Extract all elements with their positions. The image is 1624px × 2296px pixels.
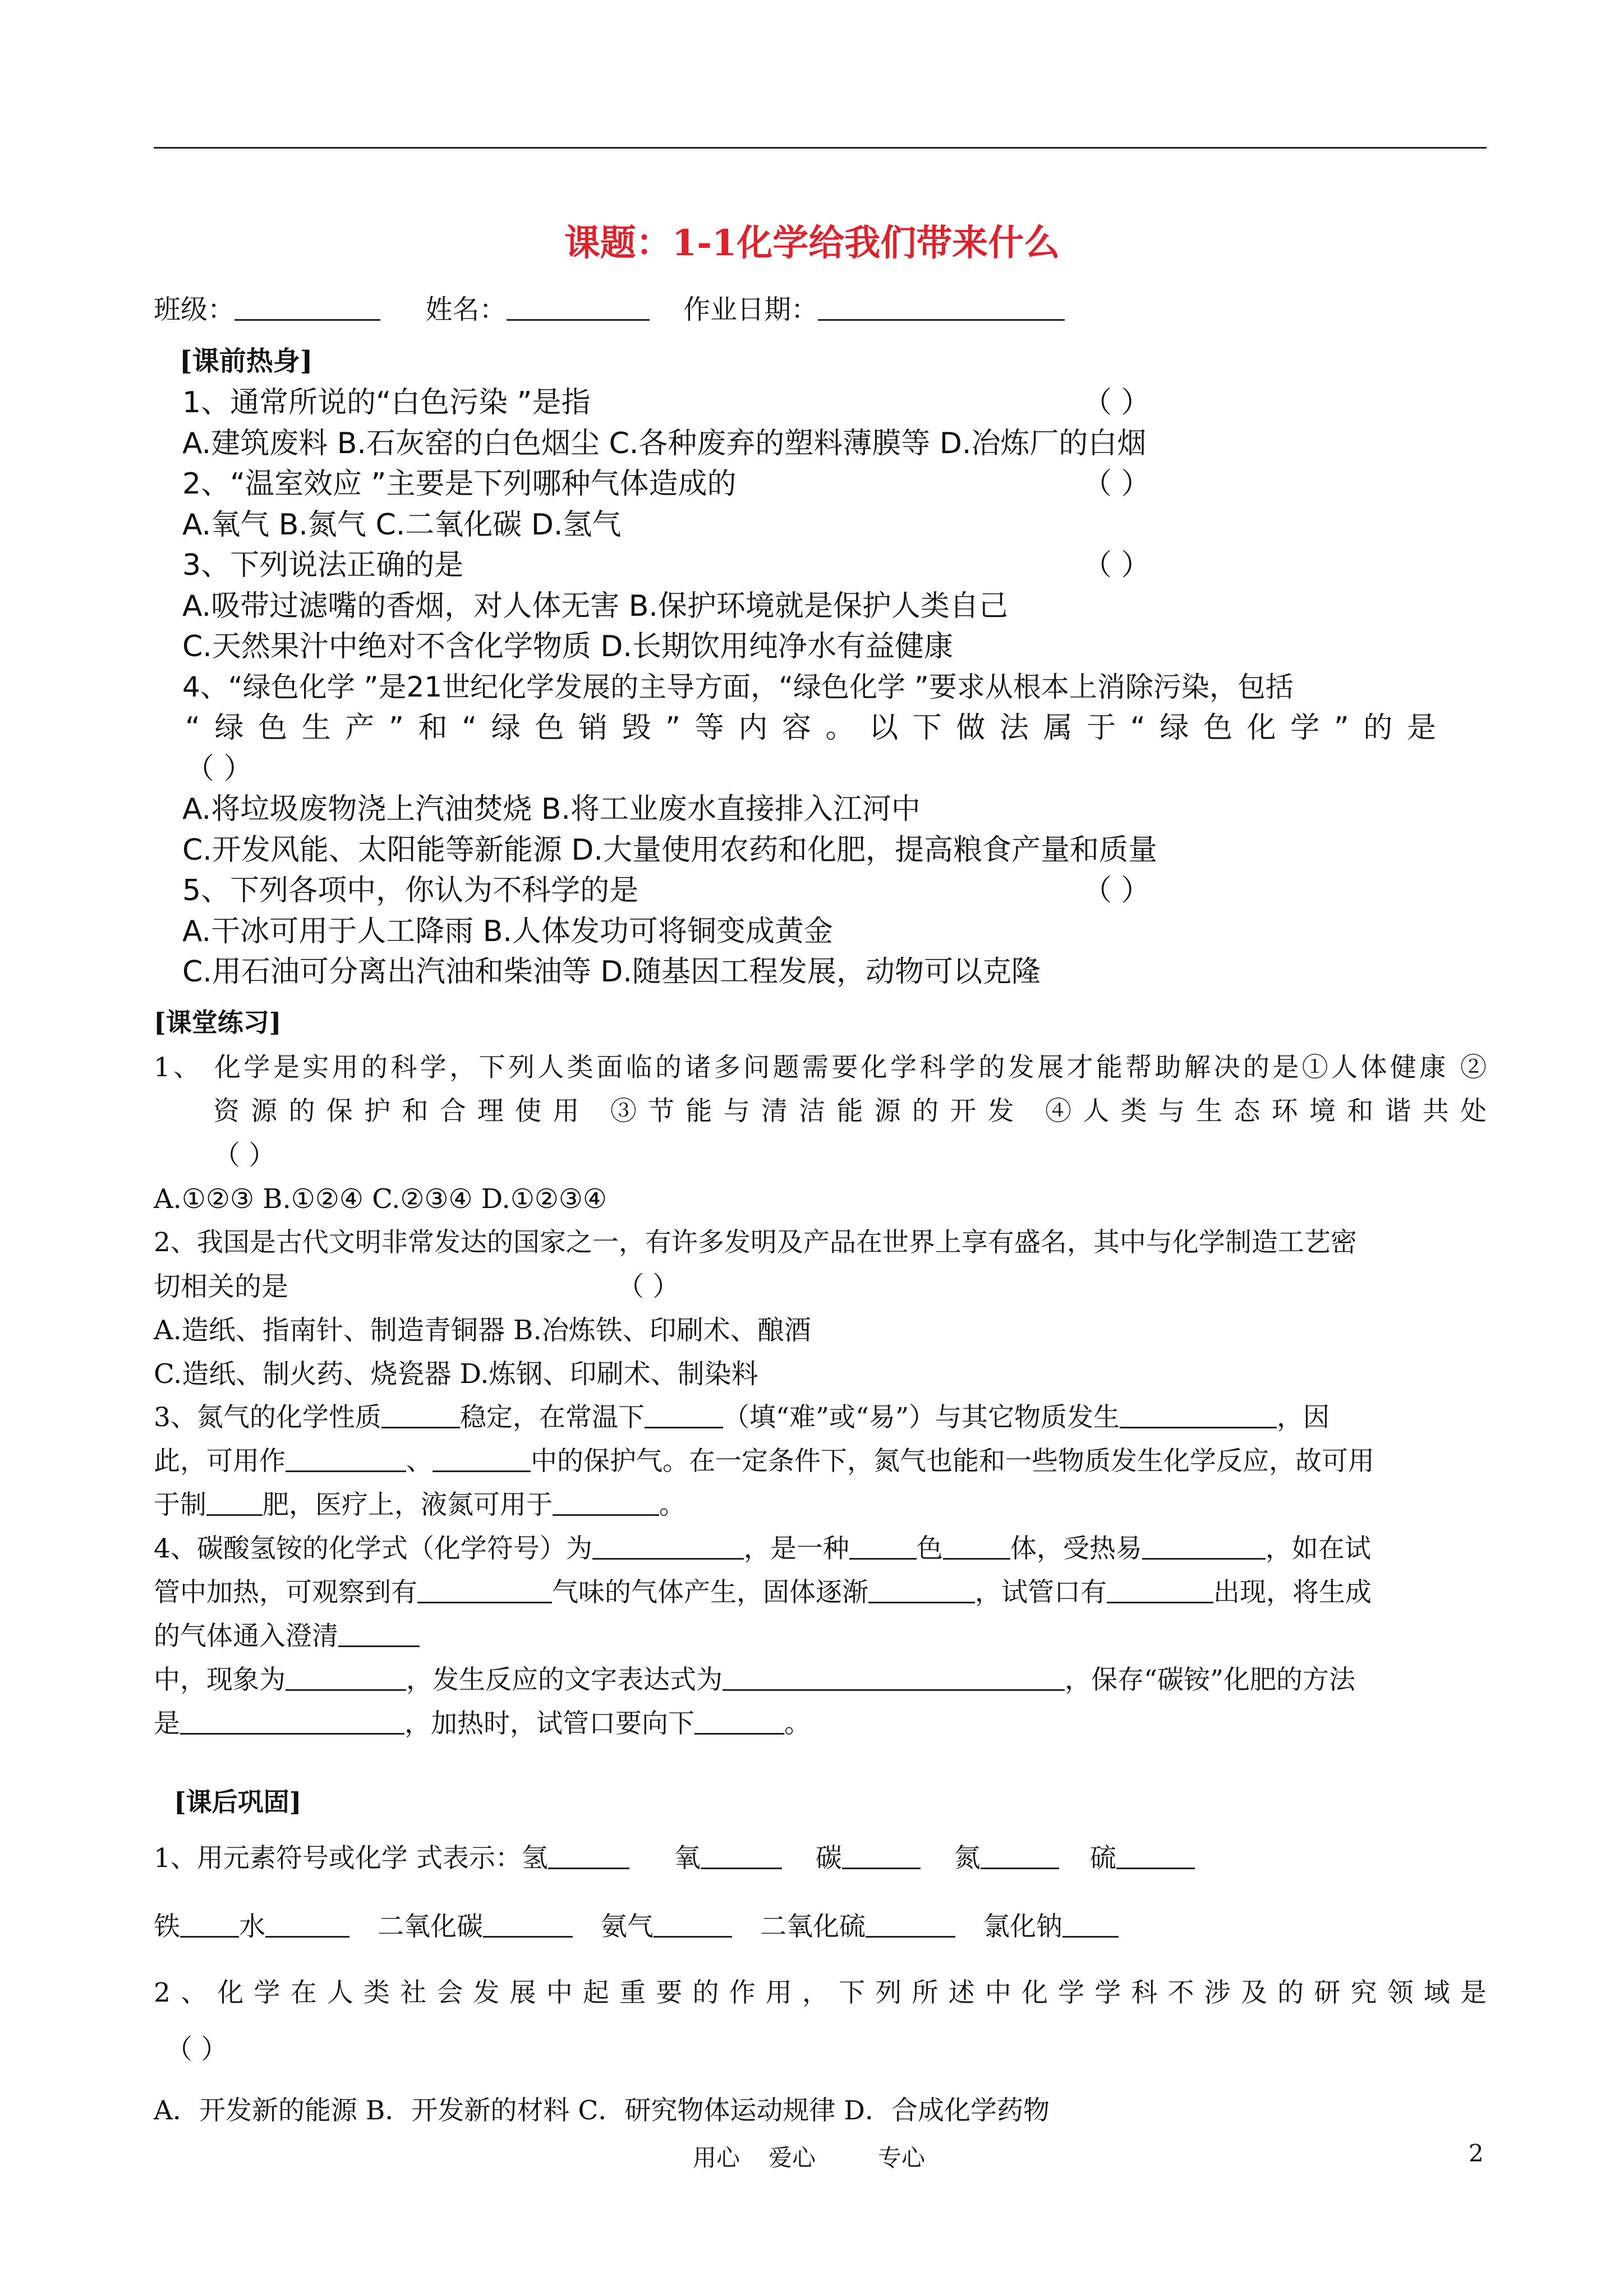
fill-blank[interactable] [265, 1914, 349, 1938]
cw-q3-line: 于制 肥，医疗上，液氮可用于 。 [154, 1490, 686, 1520]
header-rule [154, 147, 1487, 149]
fill-blank[interactable] [849, 1536, 917, 1560]
fill-blank[interactable] [1116, 1845, 1195, 1869]
cw-q3-line: 此，可用作 、 中的保护气。在一定条件下，氮气也能和一些物质发生化学反应，故可用 [154, 1446, 1374, 1477]
classwork-heading: [课堂练习] [154, 1007, 282, 1038]
cw-q4-line: 4、碳酸氢铵的化学式（化学符号）为 ，是一种 色 体，受热易 ，如在试 [154, 1533, 1371, 1564]
warmup-line: 3、下列说法正确的是 [182, 548, 464, 582]
fill-blank[interactable] [701, 1845, 782, 1869]
answer-bracket: （ ） [1083, 467, 1151, 501]
fill-blank[interactable] [381, 1404, 460, 1428]
answer-bracket: （ ） [617, 1271, 680, 1302]
fill-blank[interactable] [866, 1914, 955, 1938]
page-number: 2 [1469, 2140, 1484, 2167]
fill-blank[interactable] [592, 1536, 744, 1560]
warmup-heading: [课前热身] [180, 345, 313, 377]
cw-q4-line: 是 ，加热时，试管口要向下 。 [154, 1708, 811, 1739]
name-blank[interactable] [507, 297, 650, 321]
warmup-line: “绿色生产”和“绿色销毁”等内容。以下做法属于“绿色化学”的是 [185, 711, 1436, 745]
cw-q2-line: 切相关的是 [154, 1271, 289, 1302]
warmup-line: 1、通常所说的“白色污染 ”是指 [182, 386, 591, 419]
fill-blank[interactable] [286, 1667, 406, 1691]
hw-q2-line: 2、化学在人类社会发展中起重要的作用，下列所述中化学学科不涉及的研究领域是 [154, 1977, 1487, 2008]
cw-q2-option: C.造纸、制火药、烧瓷器 D.炼钢、印刷术、制染料 [154, 1358, 758, 1390]
hw-q2-options: A．开发新的能源 B．开发新的材料 C．研究物体运动规律 D．合成化学药物 [154, 2095, 1050, 2126]
fill-blank[interactable] [1142, 1536, 1266, 1560]
fill-blank[interactable] [286, 1448, 406, 1472]
fill-blank[interactable] [868, 1579, 975, 1603]
answer-bracket: （ ） [213, 1140, 276, 1171]
class-label: 班级： [154, 294, 235, 325]
fill-blank[interactable] [433, 1448, 531, 1472]
fill-blank[interactable] [1120, 1404, 1277, 1428]
warmup-line: C.开发风能、太阳能等新能源 D.大量使用农药和化肥，提高粮食产量和质量 [182, 833, 1157, 867]
answer-bracket: （ ） [185, 752, 253, 786]
footer-slogan-item: 专心 [878, 2144, 926, 2171]
warmup-line: A.将垃圾废物浇上汽油焚烧 B.将工业废水直接排入江河中 [182, 792, 921, 826]
date-label: 作业日期： [683, 294, 818, 325]
header-fields [154, 296, 1065, 323]
hw-q1-line: 铁 水 二氧化碳 氨气 二氧化硫 氯化钠 [154, 1914, 1119, 1940]
cw-q3-line: 3、氮气的化学性质 稳定，在常温下 （填“难”或“易”）与其它物质发生 ，因 [154, 1402, 1330, 1433]
warmup-line: C.天然果汁中绝对不含化学物质 D.长期饮用纯净水有益健康 [182, 630, 953, 663]
fill-blank[interactable] [943, 1536, 1010, 1560]
warmup-line: 4、“绿色化学 ”是21世纪化学发展的主导方面，“绿色化学 ”要求从根本上消除污染，包括 [182, 671, 1294, 703]
answer-bracket: （ ） [1083, 548, 1151, 582]
fill-blank[interactable] [654, 1914, 732, 1938]
fill-blank[interactable] [723, 1667, 1065, 1691]
name-label: 姓名： [425, 294, 507, 325]
hw-q1-line: 1、用元素符号或化学 式表示：氢 氧 碳 氮 硫 [154, 1845, 1195, 1871]
fill-blank[interactable] [645, 1404, 723, 1428]
fill-blank[interactable] [180, 1914, 239, 1938]
cw-q1-options: A.①②③ B.①②④ C.②③④ D.①②③④ [154, 1183, 607, 1215]
fill-blank[interactable] [483, 1914, 573, 1938]
fill-blank[interactable] [1107, 1579, 1213, 1603]
cw-q4-line: 的气体通入澄清 [154, 1623, 420, 1649]
fill-blank[interactable] [842, 1845, 921, 1869]
fill-blank[interactable] [694, 1711, 784, 1735]
answer-bracket: （ ） [165, 2034, 228, 2065]
warmup-line: A.干冰可用于人工降雨 B.人体发功可将铜变成黄金 [182, 915, 833, 948]
answer-bracket: （ ） [1083, 874, 1151, 907]
warmup-line: A.吸带过滤嘴的香烟，对人体无害 B.保护环境就是保护人类自己 [182, 589, 1008, 623]
fill-blank[interactable] [338, 1623, 420, 1647]
warmup-line: 5、下列各项中，你认为不科学的是 [182, 874, 639, 907]
warmup-line: C.用石油可分离出汽油和柴油等 D.随基因工程发展，动物可以克隆 [182, 955, 1041, 989]
fill-blank[interactable] [180, 1711, 404, 1735]
answer-bracket: （ ） [1083, 386, 1151, 419]
warmup-line: A.氧气 B.氮气 C.二氧化碳 D.氢气 [182, 508, 622, 542]
warmup-line: 2、“温室效应 ”主要是下列哪种气体造成的 [182, 467, 737, 501]
footer-slogan-item: 爱心 [769, 2144, 816, 2171]
footer-slogan-item: 用心 [693, 2144, 740, 2171]
cw-q2-line: 2、我国是古代文明非常发达的国家之一，有许多发明及产品在世界上享有盛名，其中与化学制造工艺密 [154, 1227, 1357, 1258]
homework-heading: [课后巩固] [174, 1787, 302, 1817]
class-blank[interactable] [234, 297, 380, 321]
fill-blank[interactable] [981, 1845, 1059, 1869]
date-blank[interactable] [818, 297, 1065, 321]
fill-blank[interactable] [548, 1845, 629, 1869]
page-title: 课题：1-1化学给我们带来什么 [564, 222, 1060, 264]
fill-blank[interactable] [206, 1492, 263, 1516]
cw-q4-line: 中，现象为 ，发生反应的文字表达式为 ，保存“碳铵”化肥的方法 [154, 1665, 1356, 1695]
fill-blank[interactable] [417, 1579, 552, 1603]
fill-blank[interactable] [1062, 1914, 1119, 1938]
cw-q1-line: 资源的保护和合理使用 ③节能与清洁能源的开发 ④人类与生态环境和谐共处 [213, 1096, 1487, 1127]
fill-blank[interactable] [553, 1492, 659, 1516]
cw-q1-line: 1、 化学是实用的科学，下列人类面临的诸多问题需要化学科学的发展才能帮助解决的是①人体健康 ② [154, 1052, 1487, 1083]
warmup-line: A.建筑废料 B.石灰窑的白色烟尘 C.各种废弃的塑料薄膜等 D.冶炼厂的白烟 [182, 427, 1147, 460]
cw-q4-line: 管中加热，可观察到有 气味的气体产生，固体逐渐 ，试管口有 出现，将生成 [154, 1577, 1372, 1608]
cw-q2-option: A.造纸、指南针、制造青铜器 B.冶炼铁、印刷术、酿酒 [154, 1315, 811, 1346]
